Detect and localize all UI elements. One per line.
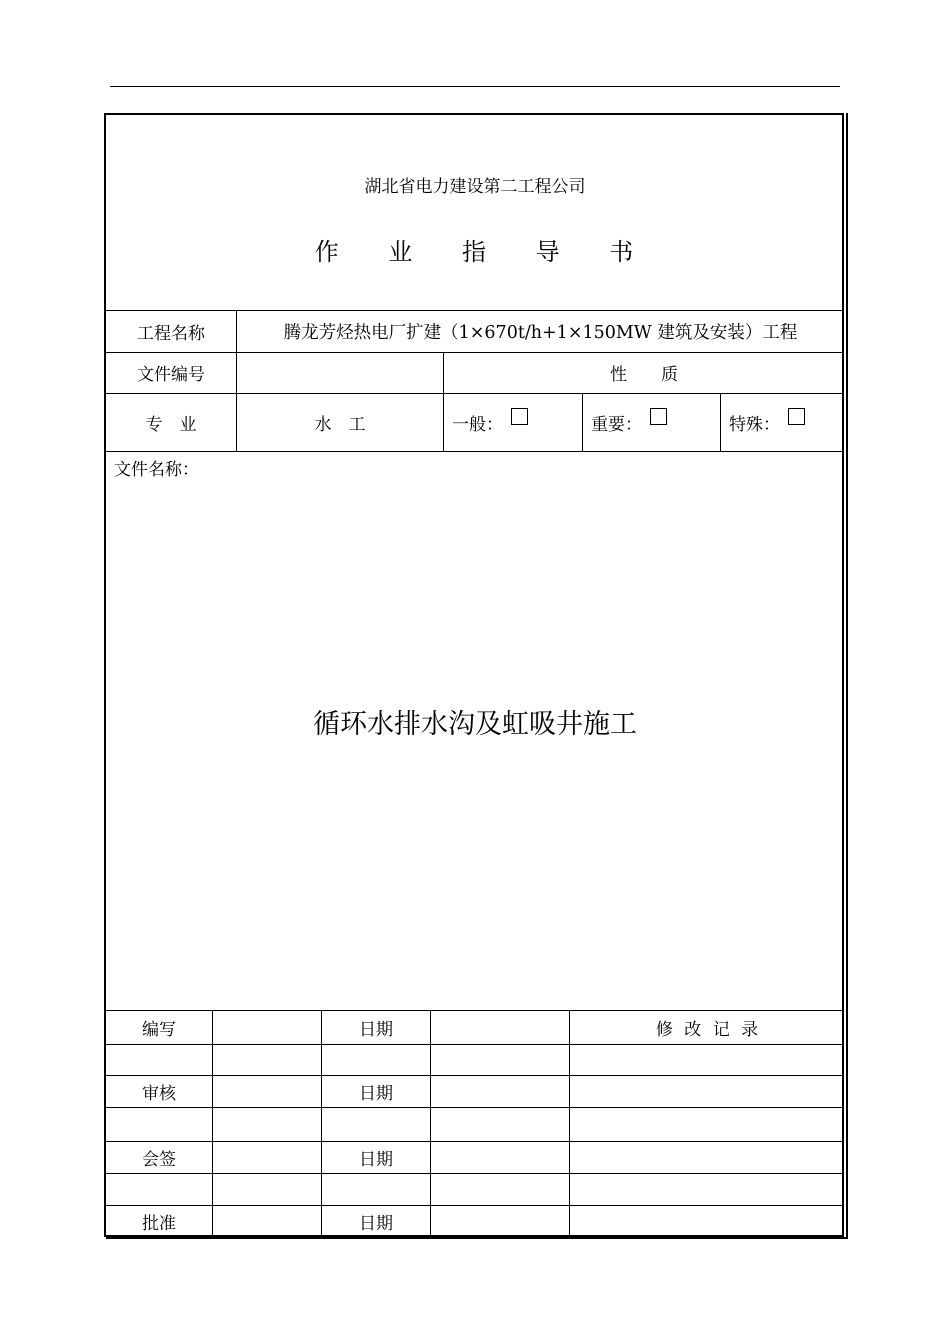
option-general-label: 一般： bbox=[452, 414, 503, 435]
company-name: 湖北省电力建设第二工程公司 bbox=[364, 177, 586, 197]
header-rule bbox=[110, 86, 840, 87]
file-number-value[interactable] bbox=[237, 352, 443, 393]
date-label: 日期 bbox=[359, 1213, 393, 1234]
date-label: 日期 bbox=[359, 1083, 393, 1104]
divider bbox=[106, 1173, 844, 1174]
project-name-value: 腾龙芳烃热电厂扩建（1×670t/h+1×150MW 建筑及安装）工程 bbox=[283, 322, 798, 343]
divider bbox=[106, 1141, 844, 1142]
divider bbox=[106, 1044, 844, 1045]
role-countersign: 会签 bbox=[142, 1149, 176, 1170]
nature-label: 性 质 bbox=[610, 365, 678, 385]
checkbox-general[interactable] bbox=[511, 408, 528, 425]
role-reviewer: 审核 bbox=[142, 1083, 176, 1104]
checkbox-special[interactable] bbox=[788, 408, 805, 425]
file-name-label: 文件名称： bbox=[114, 460, 199, 480]
role-approver: 批准 bbox=[142, 1213, 176, 1234]
checkbox-important[interactable] bbox=[650, 408, 667, 425]
frame-shadow-right bbox=[846, 113, 848, 1239]
divider bbox=[106, 1107, 844, 1108]
option-special[interactable] bbox=[729, 393, 805, 451]
document-frame bbox=[104, 113, 844, 1237]
date-label: 日期 bbox=[359, 1019, 393, 1040]
divider bbox=[106, 1205, 844, 1206]
divider bbox=[720, 393, 721, 451]
role-author: 编写 bbox=[142, 1019, 176, 1040]
divider bbox=[106, 1075, 844, 1076]
divider bbox=[582, 393, 583, 451]
specialty-value: 水 工 bbox=[314, 414, 366, 435]
specialty-label: 专 业 bbox=[145, 414, 197, 435]
divider bbox=[430, 1010, 431, 1237]
divider bbox=[321, 1010, 322, 1237]
document-type-title: 作 业 指 导 书 bbox=[314, 238, 636, 266]
option-special-label: 特殊： bbox=[729, 414, 780, 435]
date-label: 日期 bbox=[359, 1149, 393, 1170]
option-important[interactable] bbox=[591, 393, 667, 451]
divider bbox=[569, 1010, 570, 1237]
revision-record-header: 修 改 记 录 bbox=[655, 1019, 759, 1040]
file-number-label: 文件编号 bbox=[137, 365, 205, 385]
divider bbox=[212, 1010, 213, 1237]
option-important-label: 重要： bbox=[591, 414, 642, 435]
divider bbox=[106, 451, 844, 452]
frame-shadow-bottom bbox=[106, 1237, 848, 1239]
file-name-title: 循环水排水沟及虹吸井施工 bbox=[313, 709, 637, 740]
option-general[interactable] bbox=[452, 393, 528, 451]
project-name-label: 工程名称 bbox=[137, 323, 205, 344]
